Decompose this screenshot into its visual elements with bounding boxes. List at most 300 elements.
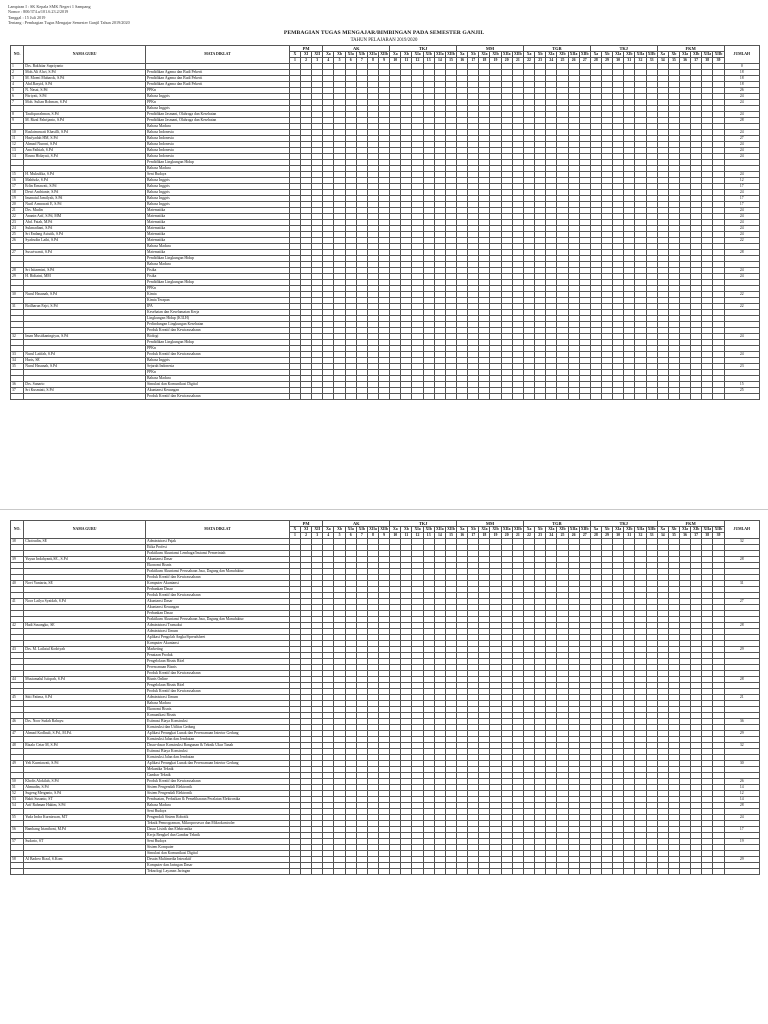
teacher-number: 12 <box>11 142 24 148</box>
hours-cell <box>390 394 401 400</box>
subject-name: Produk Kreatif dan Kewirausahaan <box>146 689 290 695</box>
teacher-name: Nurul Hasanah, S.Pd <box>24 292 146 298</box>
class-header: XIIb <box>647 52 656 56</box>
subject-name: Bahasa Inggris <box>146 94 290 100</box>
subject-name: Dasar-dasar Konstruksi Bangunan & Teknik Ukur Tanah <box>146 743 290 749</box>
class-header: XIa <box>345 527 356 533</box>
total-hours: 21 <box>724 695 759 701</box>
teacher-name: Syafrudin Lathi, S.Pd <box>24 238 146 244</box>
class-number-header: 23 <box>535 533 546 539</box>
subject-name: Pengelolaan Bisnis Ritel <box>146 659 290 665</box>
teacher-name: Drs. Bakhtiar Supriyanto <box>24 64 146 70</box>
total-hours: 24 <box>724 334 759 340</box>
subject-name: Perencanaan Bisnis <box>146 665 290 671</box>
class-header: XII <box>312 52 323 58</box>
class-number-header: 31 <box>624 58 635 64</box>
subject-name: Praktikum Akuntansi Perusahaan Jasa, Dagang dan Manufaktur <box>146 569 290 575</box>
class-number-header: 26 <box>568 533 579 539</box>
total-hours: 24 <box>724 172 759 178</box>
teacher-number: 4 <box>11 82 24 88</box>
total-hours: 24 <box>724 815 759 821</box>
class-number-header: 34 <box>657 533 668 539</box>
teacher-name: Choirudin, SE <box>24 539 146 545</box>
teacher-number: 10 <box>11 130 24 136</box>
subject-name: Administrasi Umum <box>146 629 290 635</box>
teacher-name: Ahmudin, S.Pd <box>24 785 146 791</box>
subject-name: Pengelolaan Bisnis Ritel <box>146 683 290 689</box>
column-header-total: JUMLAH <box>724 521 759 539</box>
meta-tentang: Tentang : Pembagian Tugas Mengajar Semester Ganjil Tahun 2019/2020 <box>8 20 130 26</box>
teacher-number: 15 <box>11 172 24 178</box>
hours-cell <box>523 394 534 400</box>
teacher-name: Ahmad Kodlauli, S.Pd., M.Pd. <box>24 731 146 737</box>
program-group-header: TKJ <box>390 521 457 527</box>
class-header: XIb <box>691 52 702 58</box>
hours-cell <box>312 394 323 400</box>
class-number-header: 19 <box>490 58 501 64</box>
subject-name: Akuntansi Keuangan <box>146 388 290 394</box>
hours-cell <box>345 394 356 400</box>
subject-name: Aplikasi Pengolah Angka/Spreadsheet <box>146 635 290 641</box>
class-number-header: 36 <box>679 533 690 539</box>
subject-name: IPA <box>146 304 290 310</box>
class-header: Xa <box>590 52 601 58</box>
class-number-header: 5 <box>334 533 345 539</box>
class-header: XIb <box>490 52 501 58</box>
subject-name: Bahasa Inggris <box>146 178 290 184</box>
teacher-name <box>24 394 146 400</box>
class-header: Xa <box>390 52 401 58</box>
total-hours: 24 <box>724 220 759 226</box>
class-header: XII <box>312 527 323 533</box>
program-group-header: MM <box>457 46 524 52</box>
subject-name: Kesehatan dan Keselamatan Kerja <box>146 310 290 316</box>
class-number-header: 18 <box>479 533 490 539</box>
class-header: XIIa <box>703 527 712 531</box>
hours-cell <box>379 394 390 400</box>
class-header: XIa <box>679 527 690 533</box>
teacher-number: 47 <box>11 731 24 737</box>
subject-name: Aplikasi Perangkat Lunak dan Perencanaan Interior Gedung <box>146 761 290 767</box>
total-hours: 32 <box>724 743 759 749</box>
teacher-number: 55 <box>11 815 24 821</box>
subject-name: Produk Kreatif dan Kewirausahaan <box>146 328 290 334</box>
teacher-name: Suswiwanti, S.Pd <box>24 250 146 256</box>
total-hours: 36 <box>724 719 759 725</box>
class-number-header: 16 <box>457 58 468 64</box>
program-group-header: AK <box>323 521 390 527</box>
teacher-number: 53 <box>11 797 24 803</box>
total-hours: 0 <box>724 64 759 70</box>
class-header: XIIa <box>436 52 444 56</box>
teacher-number: 34 <box>11 358 24 364</box>
class-number-header: 30 <box>613 533 624 539</box>
teacher-number: 3 <box>11 76 24 82</box>
total-hours: 29 <box>724 731 759 737</box>
class-header: XIIb <box>647 527 656 531</box>
hours-cell <box>601 394 612 400</box>
class-number-header: 28 <box>590 58 601 64</box>
subject-name: Biologi <box>146 334 290 340</box>
teacher-name: M. Moeni Mubarok, S.Pd <box>24 76 146 82</box>
total-hours: 24 <box>724 214 759 220</box>
class-number-header: 19 <box>490 533 501 539</box>
teacher-number: 56 <box>11 827 24 833</box>
total-hours: 17 <box>724 184 759 190</box>
hours-cell <box>679 394 690 400</box>
subject-name: PPKn <box>146 370 290 376</box>
class-number-header: 15 <box>445 533 456 539</box>
teacher-number: 42 <box>11 623 24 629</box>
class-header: Xb <box>601 527 612 533</box>
class-header: XIIa <box>369 52 377 56</box>
subject-name: Matematika <box>146 226 290 232</box>
class-header: Xa <box>590 527 601 533</box>
teacher-number: 51 <box>11 785 24 791</box>
column-header-no: NO. <box>11 46 24 64</box>
subject-name: Administrasi Pajak <box>146 539 290 545</box>
teacher-number: 9 <box>11 118 24 124</box>
class-number-header: 28 <box>590 533 601 539</box>
teacher-name: Iman Mustikaningtyas, S.Pd <box>24 334 146 340</box>
subject-name: Bisnis Online <box>146 677 290 683</box>
total-hours: 24 <box>724 148 759 154</box>
total-hours: 17 <box>724 202 759 208</box>
class-number-header: 10 <box>390 533 401 539</box>
teacher-name: Hadi Susangko, SE <box>24 623 146 629</box>
class-header: Xa <box>523 52 534 58</box>
total-hours: 18 <box>724 82 759 88</box>
table-row <box>11 394 760 400</box>
hours-cell <box>300 394 311 400</box>
class-header: XIIb <box>513 527 522 531</box>
class-header: XIb <box>356 52 367 58</box>
subject-name: Bahasa Madura <box>146 262 290 268</box>
teacher-number: 8 <box>11 112 24 118</box>
teacher-name: Drs. Mudin <box>24 208 146 214</box>
total-hours: 28 <box>724 250 759 256</box>
program-group-header: FKM <box>657 46 724 52</box>
program-group-header: TKJ <box>590 521 657 527</box>
subject-name: PPKn <box>146 346 290 352</box>
total-hours: 17 <box>724 827 759 833</box>
class-header: XIIa <box>569 527 578 531</box>
subject-name: Seni Budaya <box>146 839 290 845</box>
subject-name: Bahasa Inggris <box>146 358 290 364</box>
subject-name: Matematika <box>146 208 290 214</box>
class-number-header: 39 <box>713 58 724 64</box>
subject-name: Pendidikan Jasmani, Olahraga dan Kesehatan <box>146 118 290 124</box>
teacher-name: Novi Yuniarta, SE <box>24 581 146 587</box>
subject-name: PPKn <box>146 100 290 106</box>
document-subtitle: TAHUN PELAJARAN 2019/2020 <box>350 38 418 43</box>
total-hours: 27 <box>724 599 759 605</box>
subject-name: Administrasi Umum <box>146 695 290 701</box>
subject-name: Ekonomi Bisnis <box>146 563 290 569</box>
class-number-header: 22 <box>523 58 534 64</box>
total-hours: 28 <box>724 557 759 563</box>
class-number-header: 2 <box>300 533 311 539</box>
subject-name: Kimia Terapan <box>146 298 290 304</box>
teacher-number: 58 <box>11 857 24 863</box>
total-hours: 23 <box>724 364 759 370</box>
hours-cell <box>657 394 668 400</box>
teacher-number: 35 <box>11 364 24 370</box>
subject-name: Ekonomi Bisnis <box>146 707 290 713</box>
teacher-name: Sitti Fatima, S.Pd <box>24 695 146 701</box>
teacher-name: Drs. Sunarto <box>24 382 146 388</box>
hours-cell <box>412 394 423 400</box>
class-header: Xb <box>535 527 546 533</box>
teacher-number: 14 <box>11 154 24 160</box>
teacher-name: Mahfudz, S.Pd <box>24 178 146 184</box>
class-header: XIIb <box>714 52 723 56</box>
class-number-header: 22 <box>523 533 534 539</box>
teacher-name: Ruslaimawati Khasilli, S.Pd <box>24 130 146 136</box>
teacher-name: Rizalo Cetar M, S.Pd <box>24 743 146 749</box>
class-number-header: 13 <box>423 58 434 64</box>
teacher-name: Moh.Ali Alwi, S.Pd <box>24 70 146 76</box>
class-number-header: 3 <box>312 58 323 64</box>
teacher-number: 52 <box>11 791 24 797</box>
subject-name: Matematika <box>146 220 290 226</box>
total-hours: 28 <box>724 803 759 809</box>
document-page-2 <box>0 510 768 1024</box>
subject-name: Mekanika Teknik <box>146 767 290 773</box>
class-number-header: 5 <box>334 58 345 64</box>
teacher-number: 49 <box>11 761 24 767</box>
column-header-subject: MATA DIKLAT <box>146 46 290 64</box>
subject-name: Simulasi dan Komunikasi Digital <box>146 382 290 388</box>
teacher-name: Yuyun Indahyanti,SE., S.Pd <box>24 557 146 563</box>
teacher-name: Sukmadiani, S.Pd <box>24 226 146 232</box>
program-group-header: TGB <box>523 46 590 52</box>
subject-name: Sistem Pengendali Elektronik <box>146 791 290 797</box>
class-header: Xa <box>390 527 401 533</box>
class-number-header: 39 <box>713 533 724 539</box>
subject-name: Estimasi Biaya Konstruksi <box>146 719 290 725</box>
class-number-header: 32 <box>635 58 646 64</box>
total-hours: 28 <box>724 677 759 683</box>
total-hours: 24 <box>724 130 759 136</box>
class-header: XIIb <box>380 527 389 531</box>
class-number-header: 12 <box>412 533 423 539</box>
teacher-name: Abd.Rasyid, S.Pd <box>24 82 146 88</box>
class-header: Xb <box>668 52 679 58</box>
teacher-name: Moh. Sultan Rohman, S.Pd <box>24 100 146 106</box>
class-number-header: 31 <box>624 533 635 539</box>
total-hours: 24 <box>724 226 759 232</box>
class-number-header: 1 <box>289 533 300 539</box>
subject-name: Bahasa Inggris <box>146 184 290 190</box>
hours-cell <box>635 394 646 400</box>
class-header: XIb <box>557 52 568 58</box>
subject-name: Sejarah Indonesia <box>146 364 290 370</box>
subject-name: Penataan Produk <box>146 653 290 659</box>
subject-name: PPKn <box>146 88 290 94</box>
class-header: X <box>289 527 300 533</box>
subject-name: Pendidikan Lingkungan Hidup <box>146 160 290 166</box>
column-header-no: NO. <box>11 521 24 539</box>
hours-cell <box>691 394 702 400</box>
class-number-header: 10 <box>390 58 401 64</box>
teacher-name: Taufiqurrahman, S.Pd <box>24 112 146 118</box>
subject-name: Konstruksi Jalan dan Jembatan <box>146 737 290 743</box>
teacher-name: Sri Istiarmini, S.Pd <box>24 268 146 274</box>
subject-name: Simulasi dan Komunikasi Digital <box>146 851 290 857</box>
program-group-header: PM <box>289 46 322 52</box>
total-hours: 18 <box>724 70 759 76</box>
teacher-number: 43 <box>11 647 24 653</box>
teacher-name: Yeli Kurniawati, S.Pd <box>24 761 146 767</box>
teacher-number: 21 <box>11 208 24 214</box>
class-header: Xb <box>668 527 679 533</box>
teacher-name: Drs. M. Lailatul Kodriyah <box>24 647 146 653</box>
teaching-schedule-table-1 <box>10 45 760 400</box>
hours-cell <box>579 394 590 400</box>
subject-name: Aplikasi Perangkat Lunak dan Perencanaan Interior Gedung <box>146 731 290 737</box>
class-header: XIa <box>613 527 624 533</box>
teacher-number: 37 <box>11 388 24 394</box>
hours-cell <box>557 394 568 400</box>
subject-name: Pendidikan Agama dan Budi Pekerti <box>146 70 290 76</box>
subject-name: Bahasa Inggris <box>146 202 290 208</box>
teacher-number: 50 <box>11 779 24 785</box>
hours-cell <box>445 394 456 400</box>
class-number-header: 35 <box>668 58 679 64</box>
subject-name: Komputer Akuntansi <box>146 641 290 647</box>
class-number-header: 14 <box>434 533 445 539</box>
class-number-header: 38 <box>702 58 713 64</box>
class-number-header: 6 <box>345 533 356 539</box>
class-number-header: 37 <box>691 533 702 539</box>
hours-cell <box>590 394 601 400</box>
total-hours: 24 <box>724 190 759 196</box>
class-number-header: 33 <box>646 58 657 64</box>
class-number-header: 11 <box>401 533 412 539</box>
class-number-header: 33 <box>646 533 657 539</box>
program-group-header: FKM <box>657 521 724 527</box>
teacher-number: 38 <box>11 539 24 545</box>
class-header: XIIa <box>569 52 578 56</box>
teacher-number: 44 <box>11 677 24 683</box>
class-number-header: 27 <box>579 58 590 64</box>
teacher-name: Ahmad Nuroni, S.Pd <box>24 142 146 148</box>
class-header: XIIa <box>636 527 645 531</box>
total-hours: 22 <box>724 292 759 298</box>
hours-cell <box>479 394 490 400</box>
hours-cell <box>613 394 624 400</box>
subject-name: Bahasa Inggris <box>146 106 290 112</box>
meta-tanggal: Tanggal : 15 Juli 2019 <box>8 14 46 20</box>
total-hours: 12 <box>724 178 759 184</box>
teacher-number: 39 <box>11 557 24 563</box>
total-hours: 25 <box>724 388 759 394</box>
class-number-header: 37 <box>691 58 702 64</box>
subject-name: Estimasi Biaya Konstruksi <box>146 749 290 755</box>
teacher-number: 11 <box>11 136 24 142</box>
subject-name: Seni Budaya <box>146 809 290 815</box>
teaching-schedule-table-2 <box>10 520 760 875</box>
teacher-name: Arif Rahman Hakim, S.Pd <box>24 803 146 809</box>
total-hours: 27 <box>724 136 759 142</box>
hours-cell <box>289 394 300 400</box>
teacher-number: 17 <box>11 184 24 190</box>
subject-name: Pengendali Sistem Robotik <box>146 815 290 821</box>
teacher-name: Nurul Hasanah, S.Pd <box>24 364 146 370</box>
teacher-name: Dewi Andrianie, S.Pd <box>24 190 146 196</box>
total-hours: 24 <box>724 100 759 106</box>
program-group-header: TKJ <box>390 46 457 52</box>
teacher-name: Fitriyati, S.Pd <box>24 94 146 100</box>
class-number-header: 9 <box>379 58 390 64</box>
hours-cell <box>468 394 479 400</box>
teacher-name: Sugeng Merganto, S.Pd <box>24 791 146 797</box>
teacher-number: 24 <box>11 226 24 232</box>
class-number-header: 21 <box>512 533 523 539</box>
class-header: XIb <box>624 527 635 533</box>
subject-name: Komputer Akuntansi <box>146 581 290 587</box>
hours-cell <box>668 394 679 400</box>
class-number-header: 1 <box>289 58 300 64</box>
class-header: XIIb <box>580 527 589 531</box>
class-number-header: 7 <box>356 58 367 64</box>
total-hours: 22 <box>724 304 759 310</box>
subject-name: Sistem Komputer <box>146 845 290 851</box>
teacher-number: 7 <box>11 100 24 106</box>
class-number-header: 13 <box>423 533 434 539</box>
total-hours: 28 <box>724 118 759 124</box>
subject-name: Akuntansi Keuangan <box>146 605 290 611</box>
teacher-name: Noor Lailya Syaidah, S.Pd <box>24 599 146 605</box>
program-group-header: TKJ <box>590 46 657 52</box>
subject-name: Lingkungan Hidup (K3LH) <box>146 316 290 322</box>
subject-name: Bahasa Indonesia <box>146 136 290 142</box>
subject-name: Dasar Listrik dan Elektronika <box>146 827 290 833</box>
subject-name: Fisika <box>146 274 290 280</box>
class-header: XIb <box>423 527 434 533</box>
class-number-header: 24 <box>546 533 557 539</box>
teacher-number: 33 <box>11 352 24 358</box>
class-header: Xa <box>657 52 668 58</box>
program-group-header: MM <box>457 521 524 527</box>
class-header: XIa <box>613 52 624 58</box>
class-number-header: 8 <box>367 58 378 64</box>
meta-lampiran: Lampiran I : SK Kepala SMK Negeri 1 Sampang <box>8 4 91 9</box>
class-header: Xb <box>535 52 546 58</box>
hours-cell <box>501 394 512 400</box>
teacher-name: N. Nasai, S.Pd <box>24 88 146 94</box>
class-header: XIIb <box>580 52 589 56</box>
teacher-name: Haris, SE <box>24 358 146 364</box>
subject-name: Sistem Pengendali Elektronik <box>146 785 290 791</box>
class-header: XIb <box>490 527 501 533</box>
total-hours: 28 <box>724 623 759 629</box>
teacher-name: Al Badreo Rizal, S.Kom <box>24 857 146 863</box>
teacher-name: Bambang Irianthoni, M.Pd <box>24 827 146 833</box>
document-title: PEMBAGIAN TUGAS MENGAJAR/BIMBINGAN PADA SEMESTER GANJIL <box>283 30 485 36</box>
subject-name: Bahasa Indonesia <box>146 154 290 160</box>
subject-name: Konstruksi dan Utilitas Gedung <box>146 725 290 731</box>
subject-name: Matematika <box>146 250 290 256</box>
class-number-header: 20 <box>501 533 512 539</box>
class-number-header: 20 <box>501 58 512 64</box>
total-hours: 22 <box>724 238 759 244</box>
class-header: XIIa <box>502 52 511 56</box>
class-number-header: 9 <box>379 533 390 539</box>
total-hours: 18 <box>724 76 759 82</box>
subject-name: Matematika <box>146 214 290 220</box>
